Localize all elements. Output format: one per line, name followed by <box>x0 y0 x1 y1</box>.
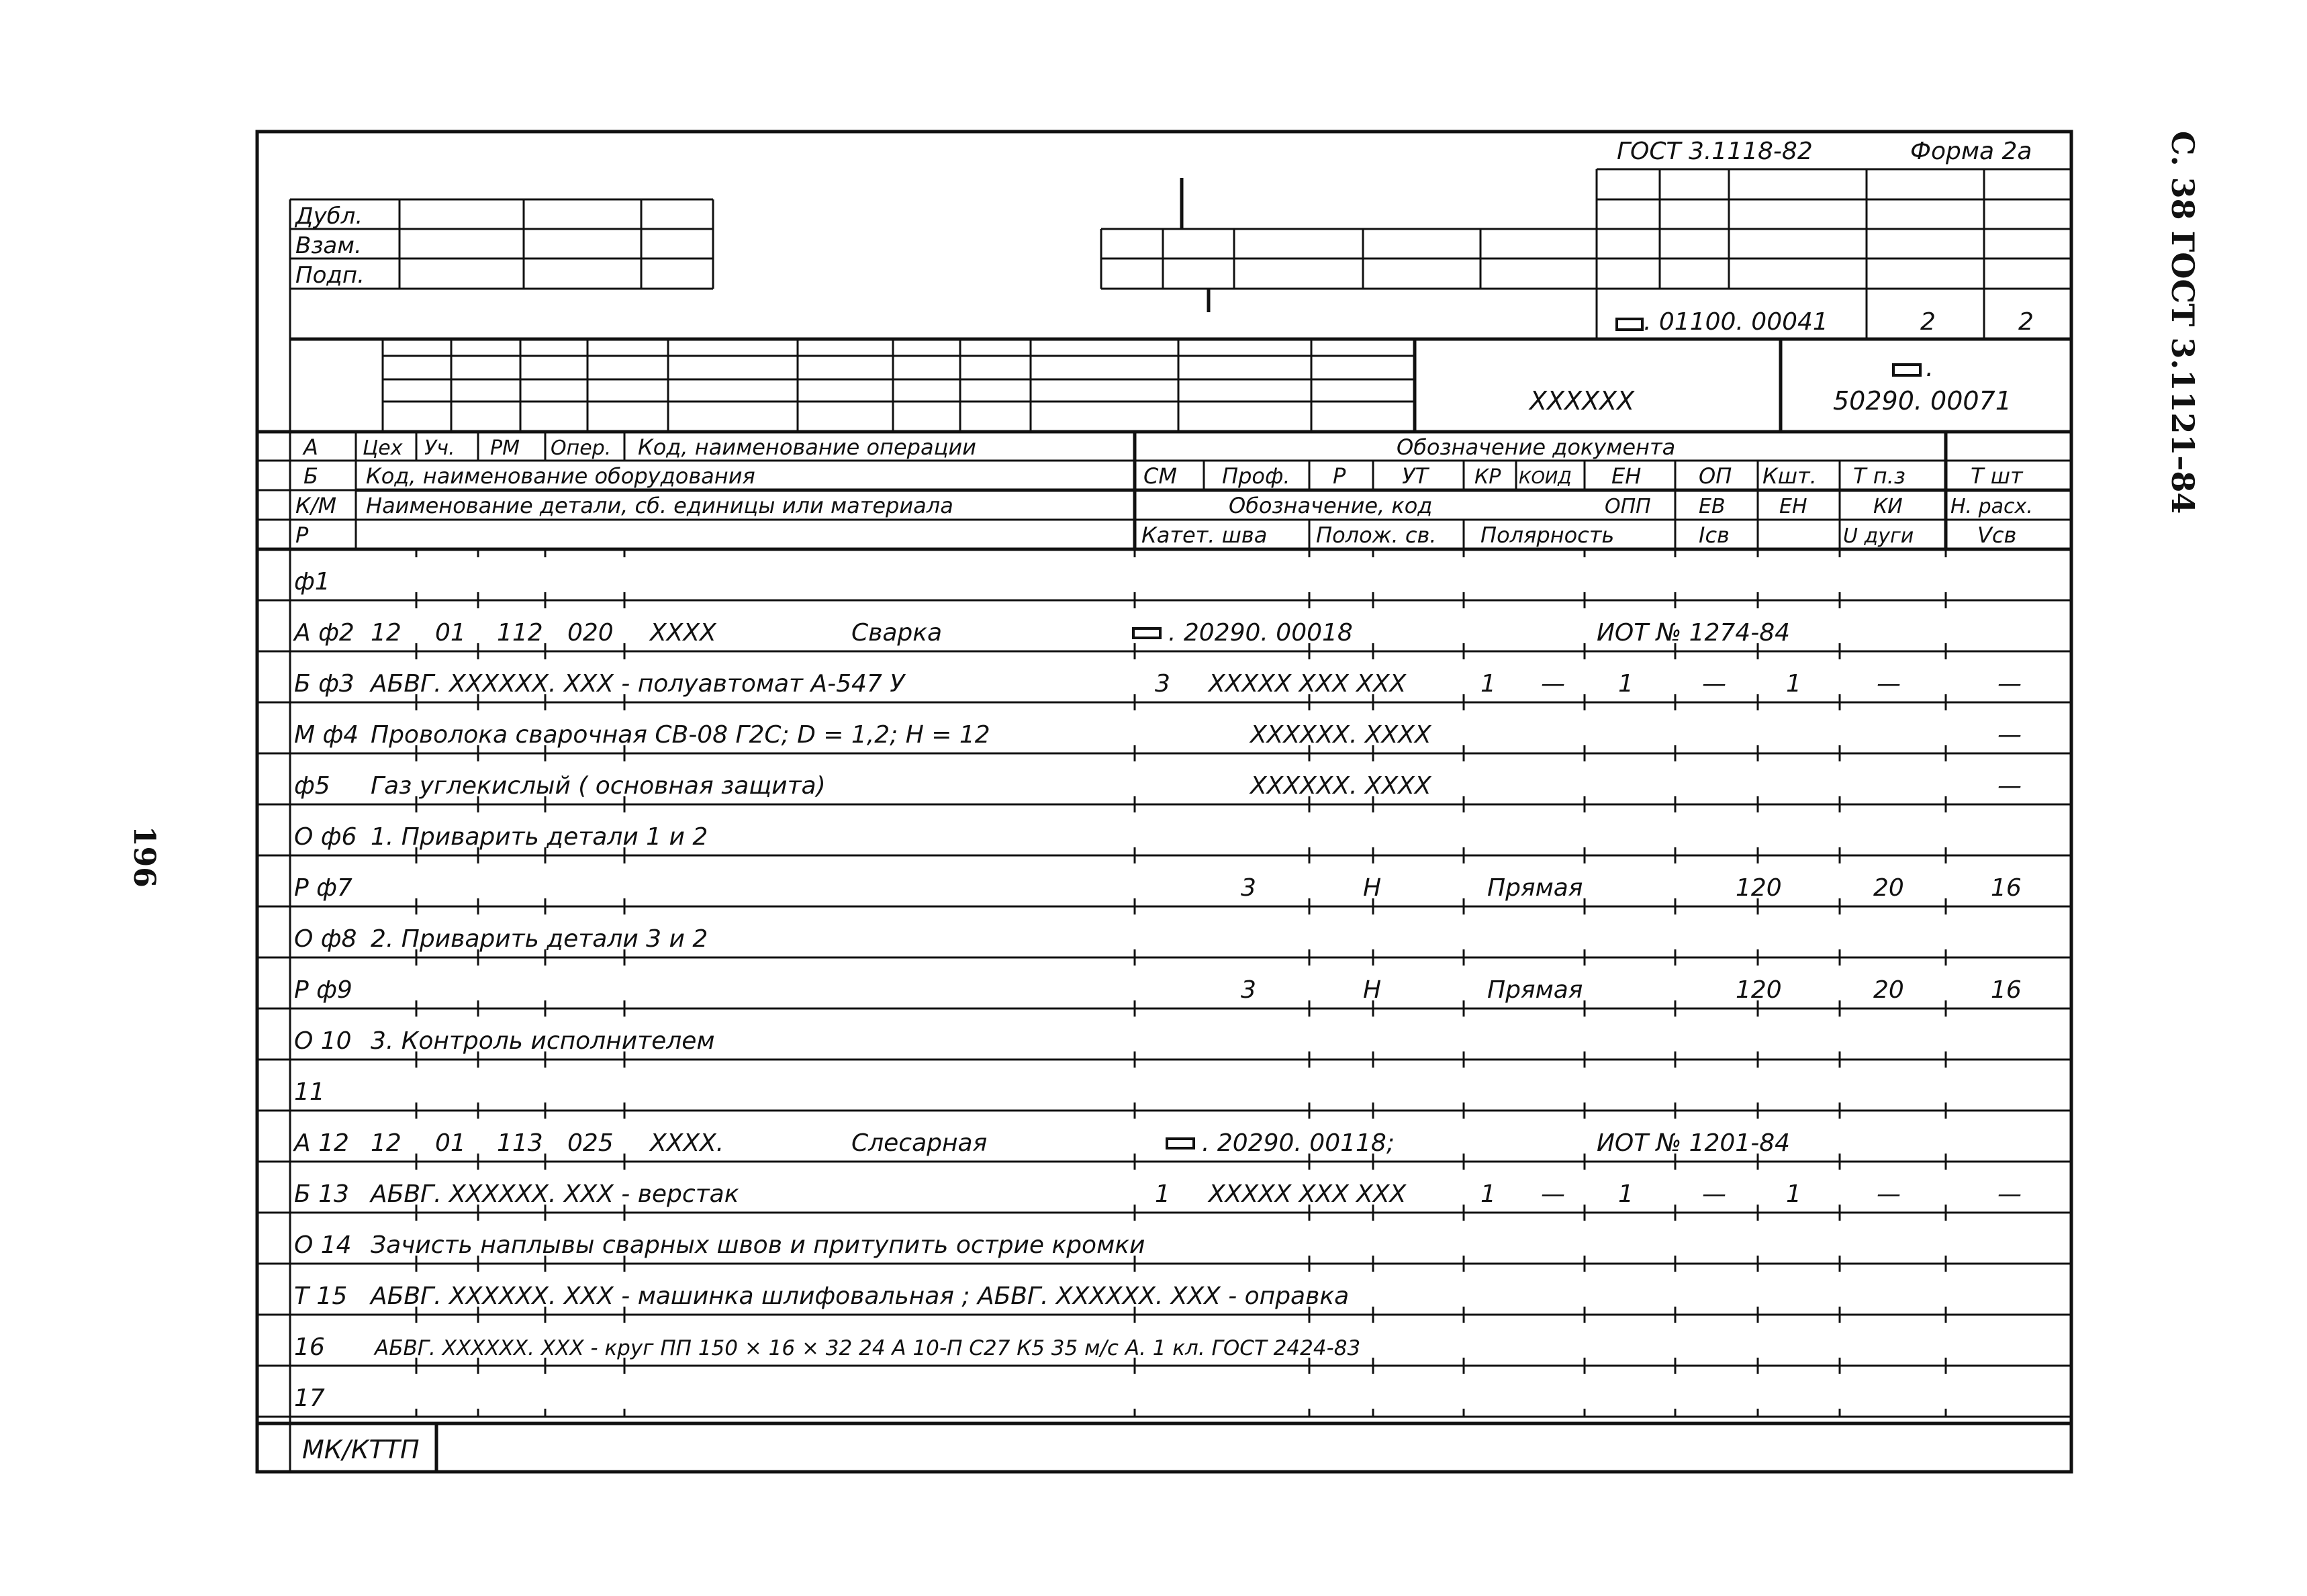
cell-prof: ХХХХХ ХХХ ХХХ <box>1209 670 1407 698</box>
sheet-count: 2 <box>2018 308 2034 336</box>
cell-name: 2. Приварить детали 3 и 2 <box>371 925 708 953</box>
label-podp: Подп. <box>295 262 365 289</box>
row-label: О 10 <box>294 1027 352 1055</box>
row-label: 16 <box>294 1333 325 1361</box>
hdr-katet: Катет. шва <box>1141 522 1268 548</box>
hdr-isv: Iсв <box>1699 522 1730 548</box>
doc-code: . 01100. 00041 <box>1644 308 1828 336</box>
running-header <box>2165 131 2201 514</box>
cell-name: 1. Приварить детали 1 и 2 <box>371 823 708 851</box>
document-icon <box>1133 628 1160 638</box>
cell-n2: Сварка <box>851 619 943 647</box>
cell-oper: 025 <box>567 1129 614 1157</box>
cell-name: АБВГ. ХХХХХХ. ХХХ - верстак <box>371 1180 739 1208</box>
cell-rm: 112 <box>497 619 543 647</box>
cell-udugi: 20 <box>1873 874 1904 902</box>
cell-code: ХХХХХХ. ХХХХ <box>1250 721 1431 749</box>
cell-iot: ИОТ № 1274-84 <box>1597 619 1790 647</box>
row-ticks <box>416 1060 1946 1111</box>
cell-polar: Прямая <box>1487 874 1583 902</box>
hdr-document: Обозначение документа <box>1397 434 1676 460</box>
row-ticks <box>416 957 1946 1008</box>
cell-oper: 020 <box>567 619 614 647</box>
hdr-ut: УТ <box>1402 463 1429 489</box>
cell-sm: 3 <box>1155 670 1170 698</box>
hdr-kr: КР <box>1474 465 1501 489</box>
title-block <box>290 169 2071 1472</box>
cell-sm: 1 <box>1155 1180 1170 1208</box>
row-label: Б ф3 <box>294 670 355 698</box>
hdr-op: ОП <box>1699 463 1732 489</box>
row-label: А 12 <box>294 1129 349 1157</box>
cell-op: — <box>1702 1180 1726 1208</box>
cell-isv: 120 <box>1736 976 1782 1004</box>
cell-polar: Прямая <box>1487 976 1583 1004</box>
hdr-tsht: Т шт <box>1971 463 2023 489</box>
sheet-number: 2 <box>1920 308 1936 336</box>
cell-uch: 01 <box>435 619 466 647</box>
body-rows <box>293 568 2022 1412</box>
hdr-equipment: Код, наименование оборудования <box>366 463 755 489</box>
row-label: ф1 <box>294 568 330 596</box>
hdr-label-a: А <box>303 434 318 460</box>
page-number <box>127 826 161 888</box>
document-icon <box>1167 1139 1194 1148</box>
hdr-prof: Проф. <box>1222 463 1290 489</box>
hdr-label-p: Р <box>295 522 309 548</box>
cell-iot: ИОТ № 1201-84 <box>1597 1129 1790 1157</box>
cell-tsht: — <box>1997 1180 2022 1208</box>
hdr-sm: СМ <box>1143 463 1177 489</box>
form-code: МК/КТТП <box>302 1435 420 1464</box>
hdr-ev: ЕВ <box>1699 495 1726 518</box>
doc-code-icon <box>1617 319 1642 330</box>
cell-tsht: — <box>1997 721 2022 749</box>
hdr-label-b: Б <box>303 463 318 489</box>
cell-name: 3. Контроль исполнителем <box>371 1027 715 1055</box>
cell-cex: 12 <box>371 619 402 647</box>
row-label: А ф2 <box>294 619 355 647</box>
label-dubl: Дубл. <box>295 203 363 230</box>
row-label: О 14 <box>294 1231 352 1259</box>
row-ticks <box>416 549 1946 600</box>
hdr-tpz: Т п.з <box>1853 463 1905 489</box>
cell-ksht: 1 <box>1786 1180 1801 1208</box>
row-label: 11 <box>294 1078 325 1106</box>
running-header-text: С. 38 ГОСТ 3.1121–84 <box>2165 131 2201 514</box>
row-label: ф5 <box>294 772 330 800</box>
cell-namesm: АБВГ. ХХХХХХ. ХХХ - круг ПП 150 × 16 × 32 24 А 10-П С27 К5 35 м/с А. 1 кл. ГОСТ 2424-83 <box>375 1336 1361 1360</box>
cell-op: — <box>1702 670 1726 698</box>
product-name: ХХХХХХ <box>1529 386 1635 416</box>
hdr-oper: Опер. <box>551 436 612 460</box>
cell-katet: 3 <box>1241 874 1256 902</box>
hdr-rm: РМ <box>490 436 520 460</box>
cell-katet: 3 <box>1241 976 1256 1004</box>
row-label: Р ф9 <box>294 976 352 1004</box>
cell-doc: . 20290. 00018 <box>1168 619 1353 647</box>
cell-code: ХХХХХХ. ХХХХ <box>1250 772 1431 800</box>
cell-prof: ХХХХХ ХХХ ХХХ <box>1209 1180 1407 1208</box>
hdr-r: Р <box>1333 463 1346 489</box>
cell-n1: ХХХХ. <box>650 1129 724 1157</box>
hdr-en2: ЕН <box>1779 495 1807 518</box>
row-label: 17 <box>294 1384 325 1412</box>
hdr-en: ЕН <box>1611 463 1642 489</box>
hdr-polozh: Полож. св. <box>1316 522 1437 548</box>
cell-tpz: — <box>1877 670 1901 698</box>
cell-polozh: Н <box>1363 874 1382 902</box>
page-number-text: 196 <box>127 826 161 888</box>
form-standard: ГОСТ 3.1118-82 <box>1617 138 1813 165</box>
product-code-icon <box>1893 365 1920 375</box>
cell-tsht: — <box>1997 772 2022 800</box>
form-name: Форма 2а <box>1910 138 2032 165</box>
cell-uch: 01 <box>435 1129 466 1157</box>
cell-ksht: 1 <box>1786 670 1801 698</box>
cell-vsv: 16 <box>1991 874 2022 902</box>
hdr-operation-name: Код, наименование операции <box>638 434 976 460</box>
hdr-n-rasx: Н. расх. <box>1950 495 2033 518</box>
row-ticks <box>416 1366 1946 1417</box>
hdr-ki: КИ <box>1873 495 1903 518</box>
row-label: М ф4 <box>294 721 359 749</box>
cell-name: АБВГ. ХХХХХХ. ХХХ - машинка шлифовальная ; АБВГ. ХХХХХХ. ХХХ - оправка <box>371 1282 1350 1310</box>
cell-tsht: — <box>1997 670 2022 698</box>
label-vzam: Взам. <box>295 232 362 259</box>
row-label: О ф6 <box>294 823 357 851</box>
cell-vsv: 16 <box>1991 976 2022 1004</box>
hdr-udugi: U дуги <box>1843 524 1914 548</box>
hdr-ksht: Кшт. <box>1762 463 1817 489</box>
hdr-material-name: Наименование детали, сб. единицы или материала <box>366 493 953 518</box>
cell-n2: Слесарная <box>851 1129 988 1157</box>
form-code-cell <box>257 1423 2071 1472</box>
cell-name: АБВГ. ХХХХХХ. ХХХ - полуавтомат А-547 У <box>371 670 905 698</box>
hdr-koid: КОИД <box>1519 468 1572 488</box>
cell-polozh: Н <box>1363 976 1382 1004</box>
hdr-label-km: К/М <box>295 493 337 518</box>
row-label: Р ф7 <box>294 874 352 902</box>
cell-tpz: — <box>1877 1180 1901 1208</box>
product-code-dot: . <box>1926 353 1934 382</box>
cell-en: 1 <box>1618 670 1634 698</box>
cell-rm: 113 <box>497 1129 543 1157</box>
cell-kr: 1 <box>1480 670 1496 698</box>
cell-n1: ХХХХ <box>650 619 716 647</box>
cell-cex: 12 <box>371 1129 402 1157</box>
hdr-polar: Полярность <box>1480 522 1615 548</box>
hdr-opp: ОПП <box>1605 495 1651 518</box>
cell-doc2: . 20290. 00118; <box>1202 1129 1395 1157</box>
cell-name: Проволока сварочная СВ-08 Г2С; D = 1,2; H = 12 <box>371 721 990 749</box>
row-ticks <box>416 855 1946 906</box>
cell-udugi: 20 <box>1873 976 1904 1004</box>
product-code: 50290. 00071 <box>1833 386 2012 416</box>
row-label: Б 13 <box>294 1180 349 1208</box>
cell-name: Газ углекислый ( основная защита) <box>371 772 826 800</box>
row-label: О ф8 <box>294 925 357 953</box>
cell-koid: — <box>1541 670 1565 698</box>
cell-isv: 120 <box>1736 874 1782 902</box>
cell-name: Зачисть наплывы сварных швов и притупить острие кромки <box>371 1231 1145 1259</box>
hdr-vsv: Vсв <box>1977 522 2017 548</box>
cell-en: 1 <box>1618 1180 1634 1208</box>
cell-koid: — <box>1541 1180 1565 1208</box>
hdr-uch: Уч. <box>424 436 455 460</box>
hdr-material-code: Обозначение, код <box>1229 493 1433 518</box>
cell-kr: 1 <box>1480 1180 1496 1208</box>
hdr-cex: Цех <box>363 436 403 460</box>
row-label: Т 15 <box>294 1282 348 1310</box>
